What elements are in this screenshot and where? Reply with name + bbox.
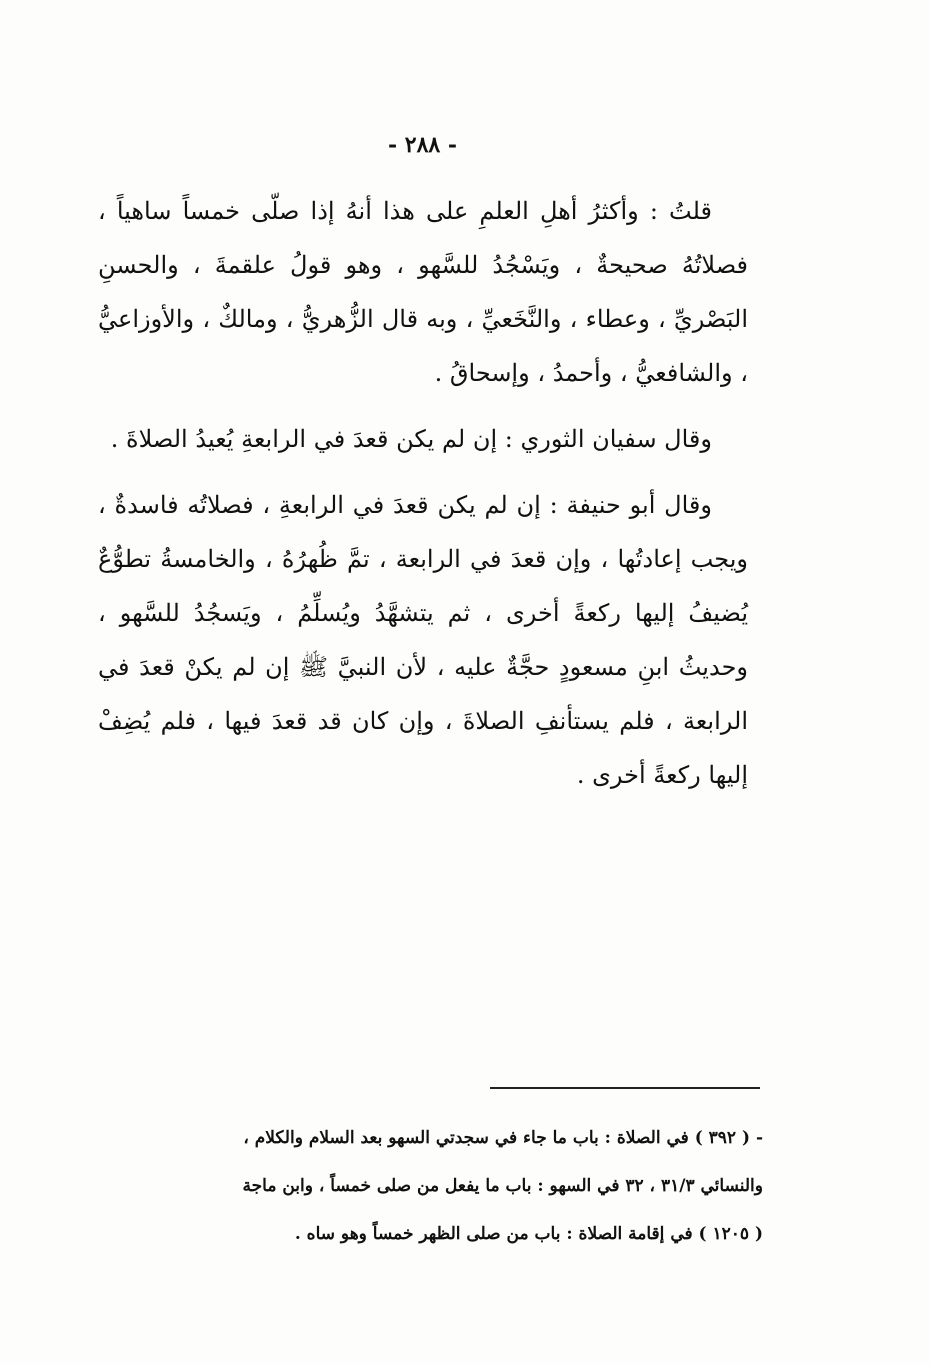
footnote-line-3: ( ١٢٠٥ ) في إقامة الصلاة : باب من صلى الظهر خمساً وهو ساه . [294, 1224, 763, 1244]
footnotes [98, 1114, 763, 1258]
paragraph-2: وقال سفيان الثوري : إن لم يكن قعدَ في الرابعةِ يُعيدُ الصلاةَ . [110, 425, 712, 453]
footnote-line-2: والنسائي ٣١/٣ ، ٣٢ في السهو : باب ما يفعل من صلى خمساً ، وابن ماجة [242, 1176, 763, 1196]
paragraph-3: وقال أبو حنيفة : إن لم يكن قعدَ في الرابعةِ ، فصلاتُه فاسدةٌ ، ويجب إعادتُها ، وإن قعدَ في الرابعة ، تمَّ ظُهرُهُ ، والخامسةُ تطوُّعٌ يُضيفُ إليها ركعةً أخرى ، ثم يتشهَّدُ ويُسلِّمُ ، ويَسجُدُ للسَّهو ، وحديثُ ابنِ مسعودٍ حجَّةٌ عليه ، لأن النبيَّ ﷺ إن لم يكنْ قعدَ في الرابعة ، فلم يستأنفِ الصلاةَ ، وإن كان قد قعدَ فيها ، فلم يُضِفْ إليها ركعةً أخرى . [98, 491, 748, 789]
paragraph-1: قلتُ : وأكثرُ أهلِ العلمِ على هذا أنهُ إذا صلّى خمساً ساهياً ، فصلاتُهُ صحيحةٌ ، ويَسْجُدُ للسَّهو ، وهو قولُ علقمةَ ، والحسنِ البَصْريِّ ، وعطاء ، والنَّخَعيِّ ، وبه قال الزُّهريُّ ، ومالكٌ ، والأوزاعيُّ ، والشافعيُّ ، وأحمدُ ، وإسحاقُ . [98, 197, 748, 387]
main-text [98, 184, 748, 814]
footnote-line-1: - ( ٣٩٢ ) في الصلاة : باب ما جاء في سجدتي السهو بعد السلام والكلام ، [243, 1128, 763, 1148]
page-number: - ٢٨٨ - [387, 132, 458, 158]
footnote-divider [490, 1087, 760, 1089]
